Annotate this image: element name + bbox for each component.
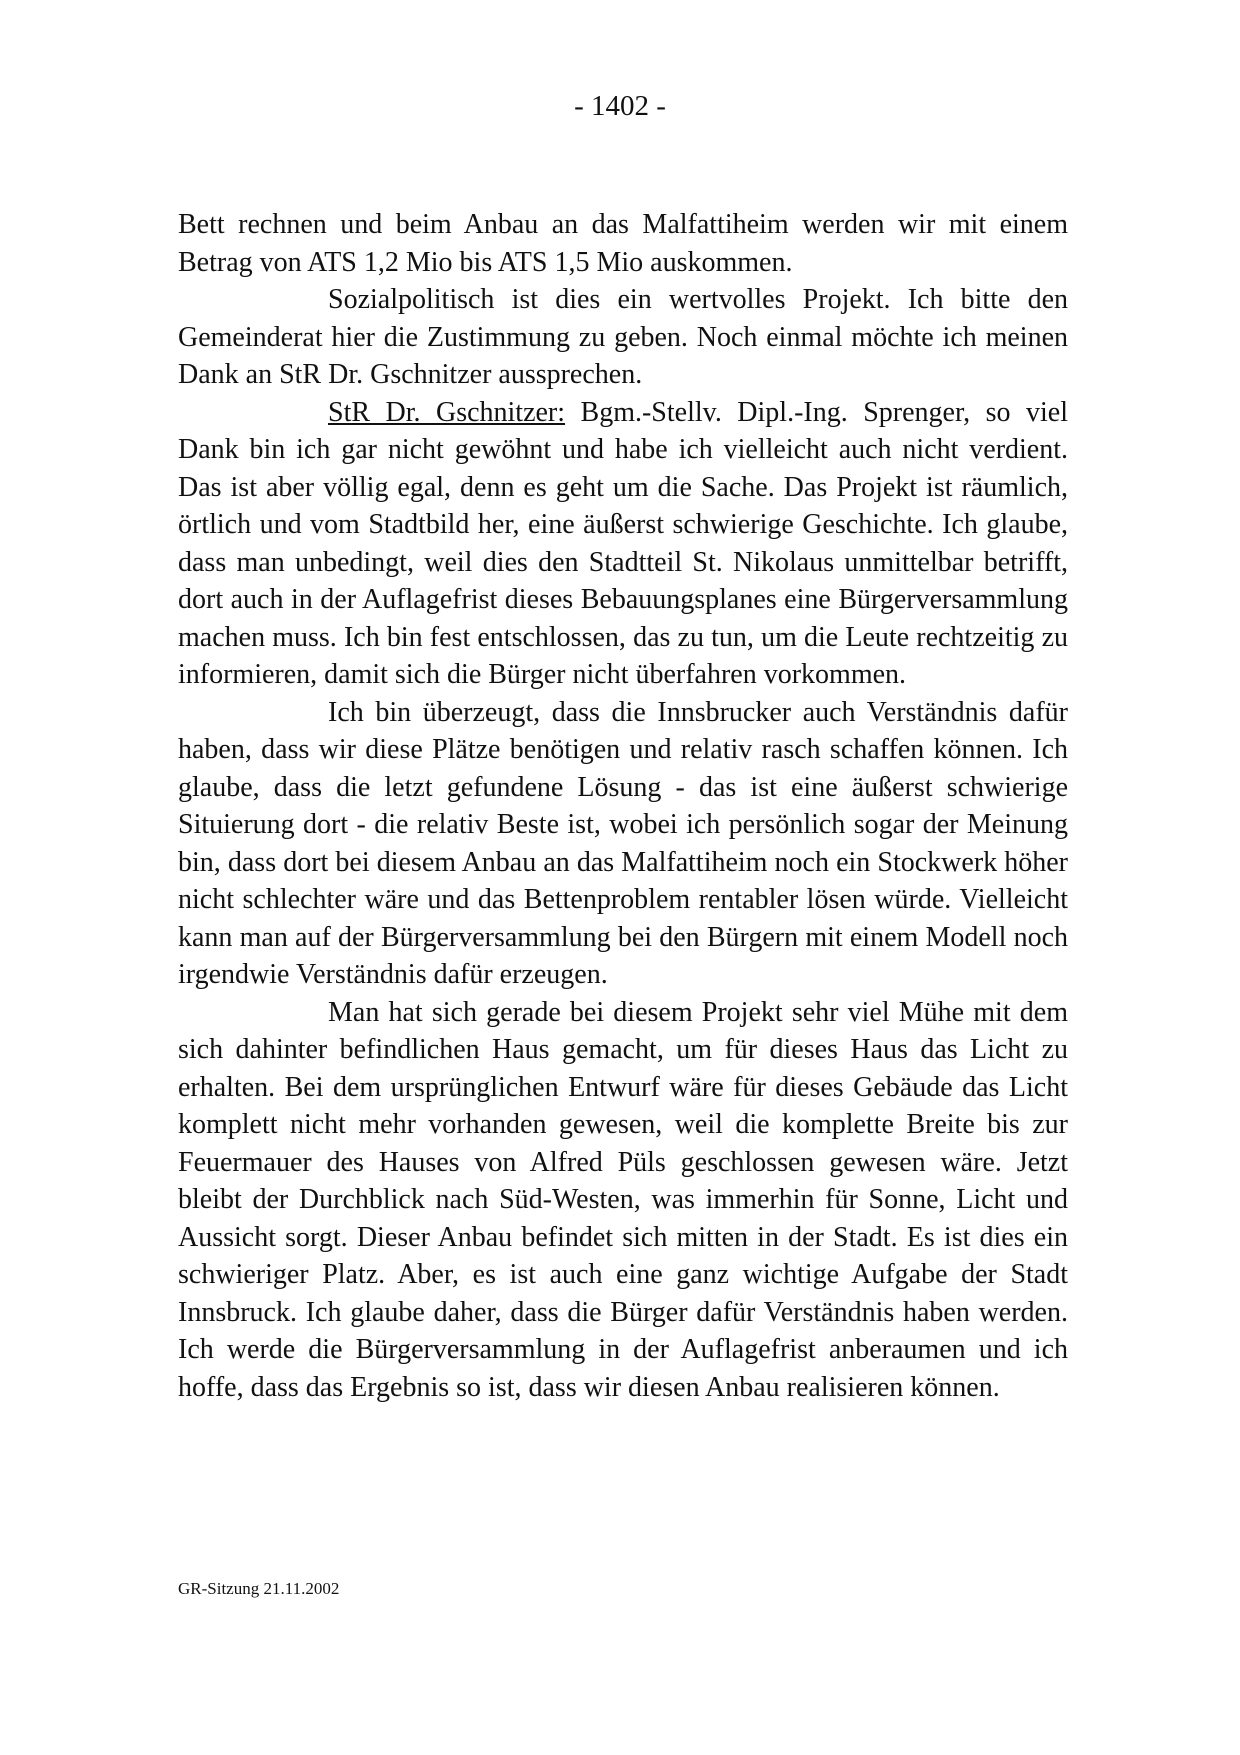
paragraph-continuation: Bett rechnen und beim Anbau an das Malfattiheim werden wir mit einem Betrag von ATS 1,2 Mio bis ATS 1,5 Mio auskommen. (178, 209, 1068, 278)
paragraph-speaker-statement (178, 394, 1068, 694)
page-number: - 1402 - (574, 90, 666, 122)
speaker-name: StR Dr. Gschnitzer: (328, 396, 566, 428)
paragraph-projekt-licht: Man hat sich gerade bei diesem Projekt sehr viel Mühe mit dem sich dahinter befindlichen Haus gemacht, um für dieses Haus das Licht zu erhalten. Bei dem ursprünglichen Entwurf wäre für dieses Gebäude das Licht komplett nicht mehr vorhanden gewesen, weil die komplette Breite bis zur Feuermauer des Hauses von Alfred Püls geschlossen gewesen wäre. Jetzt bleibt der Durchblick nach Süd-Westen, was immerhin für Sonne, Licht und Aussicht sorgt. Dieser Anbau befindet sich mitten in der Stadt. Es ist dies ein schwieriger Platz. Aber, es ist auch eine ganz wichtige Aufgabe der Stadt Innsbruck. Ich glaube daher, dass die Bürger dafür Verständnis haben werden. Ich werde die Bürgerversammlung in der Auflagefrist anberaumen und ich hoffe, dass das Ergebnis so ist, dass wir diesen Anbau realisieren können. (178, 996, 1068, 1403)
document-body (178, 206, 1068, 1406)
paragraph-sozialpolitisch: Sozialpolitisch ist dies ein wertvolles Projekt. Ich bitte den Gemeinderat hier die Zustimmung zu geben. Noch einmal möchte ich meinen Dank an StR Dr. Gschnitzer aussprechen. (178, 284, 1068, 390)
footer-session-date: GR-Sitzung 21.11.2002 (178, 1579, 340, 1598)
speaker-text: Bgm.-Stellv. Dipl.-Ing. Sprenger, so viel Dank bin ich gar nicht gewöhnt und habe ich vielleicht auch nicht verdient. Das ist aber völlig egal, denn es geht um die Sache. Das Projekt ist räumlich, örtlich und vom Stadtbild her, eine äußerst schwierige Geschichte. Ich glaube, dass man unbedingt, weil dies den Stadtteil St. Nikolaus unmittelbar betrifft, dort auch in der Auflagefrist dieses Bebauungsplanes eine Bürgerversammlung machen muss. Ich bin fest entschlossen, das zu tun, um die Leute rechtzeitig zu informieren, damit sich die Bürger nicht überfahren vorkommen. (178, 396, 1068, 690)
paragraph-ueberzeugt: Ich bin überzeugt, dass die Innsbrucker auch Verständnis dafür haben, dass wir diese Plätze benötigen und relativ rasch schaffen können. Ich glaube, dass die letzt gefundene Lösung - das ist eine äußerst schwierige Situierung dort - die relativ Beste ist, wobei ich persönlich sogar der Meinung bin, dass dort bei diesem Anbau an das Malfattiheim noch ein Stockwerk höher nicht schlechter wäre und das Bettenproblem rentabler lösen würde. Vielleicht kann man auf der Bürgerversammlung bei den Bürgern mit einem Modell noch irgendwie Verständnis dafür erzeugen. (178, 696, 1068, 990)
